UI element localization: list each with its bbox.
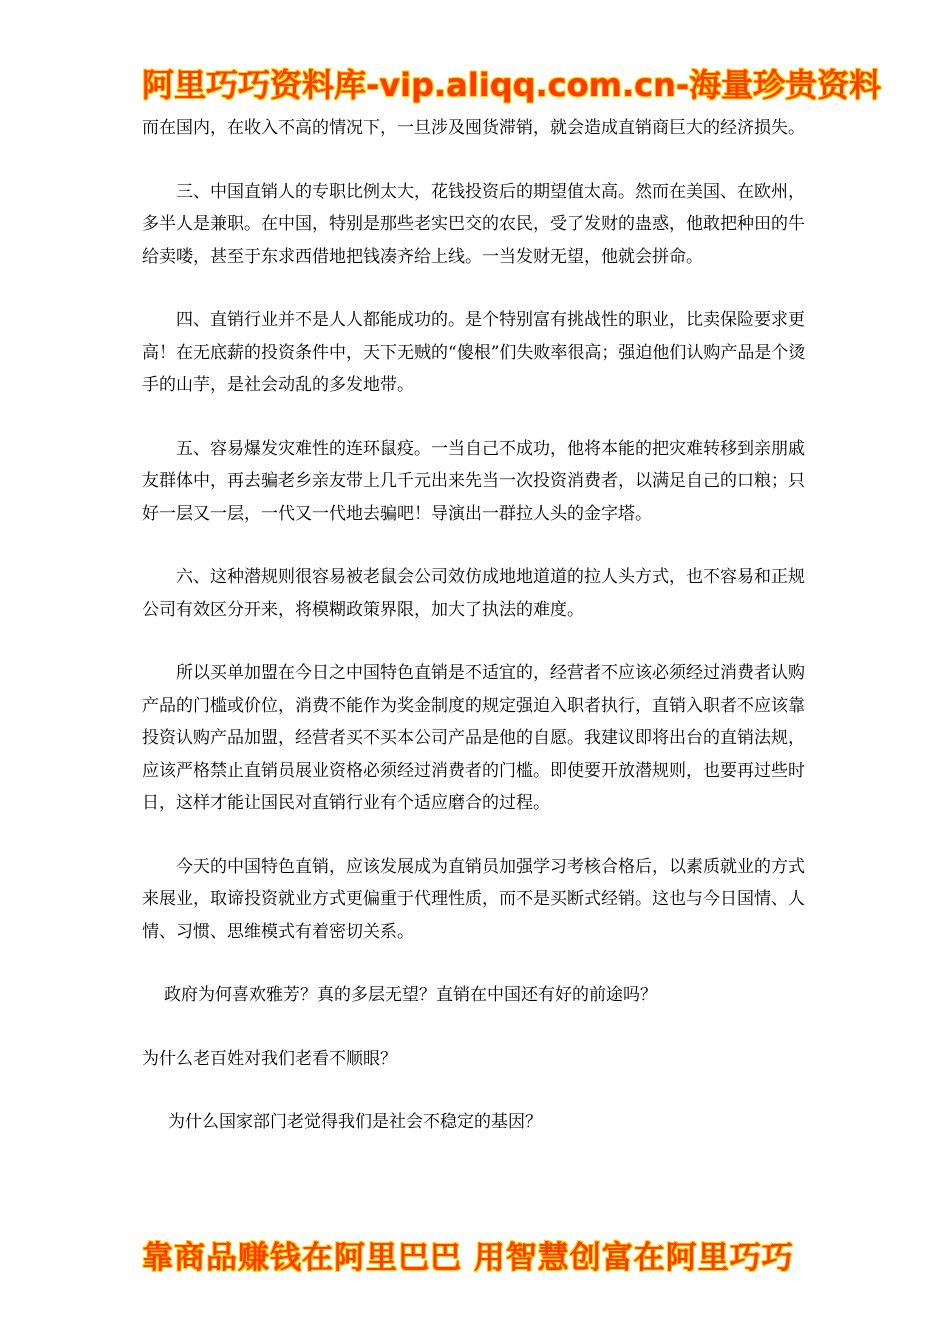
document-body [142, 112, 807, 1170]
question-line: 政府为何喜欢雅芳？真的多层无望？直销在中国还有好的前途吗？ [164, 985, 657, 1005]
paragraph-today: 今天的中国特色直销，应该发展成为直销员加强学习考核合格后，以素质就业的方式来展业，取谛投资就业方式更偏重于代理性质，而不是买断式经销。这也与今日国情、人情、习惯、思维模式有着密切关系。 [142, 856, 805, 942]
paragraph-point-six: 六、这种潜规则很容易被老鼠会公司效仿成地地道道的拉人头方式，也不容易和正规公司有效区分开来，将模糊政策界限，加大了执法的难度。 [142, 567, 805, 620]
paragraph-point-four: 四、直销行业并不是人人都能成功的。是个特别富有挑战性的职业，比卖保险要求更高！在无底薪的投资条件中，天下无贼的“傻根”们失败率很高；强迫他们认购产品是个烫手的山芋，是社会动乱的多发地带。 [142, 310, 806, 395]
question-line: 为什么老百姓对我们老看不顺眼？ [142, 1048, 397, 1069]
paragraph-conclusion: 所以买单加盟在今日之中国特色直销是不适宜的，经营者不应该必须经过消费者认购产品的门槛或价位，消费不能作为奖金制度的规定强迫入职者执行，直销入职者不应该靠投资认购产品加盟，经营者买不买本公司产品是他的自愿。我建议即将出台的直销法规，应该严格禁止直销员展业资格必须经过消费者的门槛。即使要开放潜规则，也要再过些时日，这样才能让国民对直销行业有个适应磨合的过程。 [142, 663, 805, 813]
footer-banner: 靠商品赚钱在阿里巴巴 用智慧创富在阿里巧巧 [142, 1240, 794, 1276]
header-banner: 阿里巧巧资料库-vip.aliqq.com.cn-海量珍贵资料 [142, 66, 882, 104]
paragraph-point-five: 五、容易爆发灾难性的连环鼠疫。一当自己不成功，他将本能的把灾难转移到亲朋戚友群体中，再去骗老乡亲友带上几千元出来先当一次投资消费者，以满足自己的口粮；只好一层又一层，一代又一代地去骗吧！导演出一群拉人头的金字塔。 [142, 438, 805, 524]
paragraph-continuation: 而在国内，在收入不高的情况下，一旦涉及囤货滞销，就会造成直销商巨大的经济损失。 [142, 118, 805, 138]
paragraph-point-three: 三、中国直销人的专职比例太大，花钱投资后的期望值太高。然而在美国、在欧州，多半人是兼职。在中国，特别是那些老实巴交的农民，受了发财的蛊惑，他敢把种田的牛给卖喽，甚至于东求西借地把钱凑齐给上线。一当发财无望，他就会拼命。 [142, 181, 805, 267]
question-line: 为什么国家部门老觉得我们是社会不稳定的基因？ [168, 1112, 542, 1132]
